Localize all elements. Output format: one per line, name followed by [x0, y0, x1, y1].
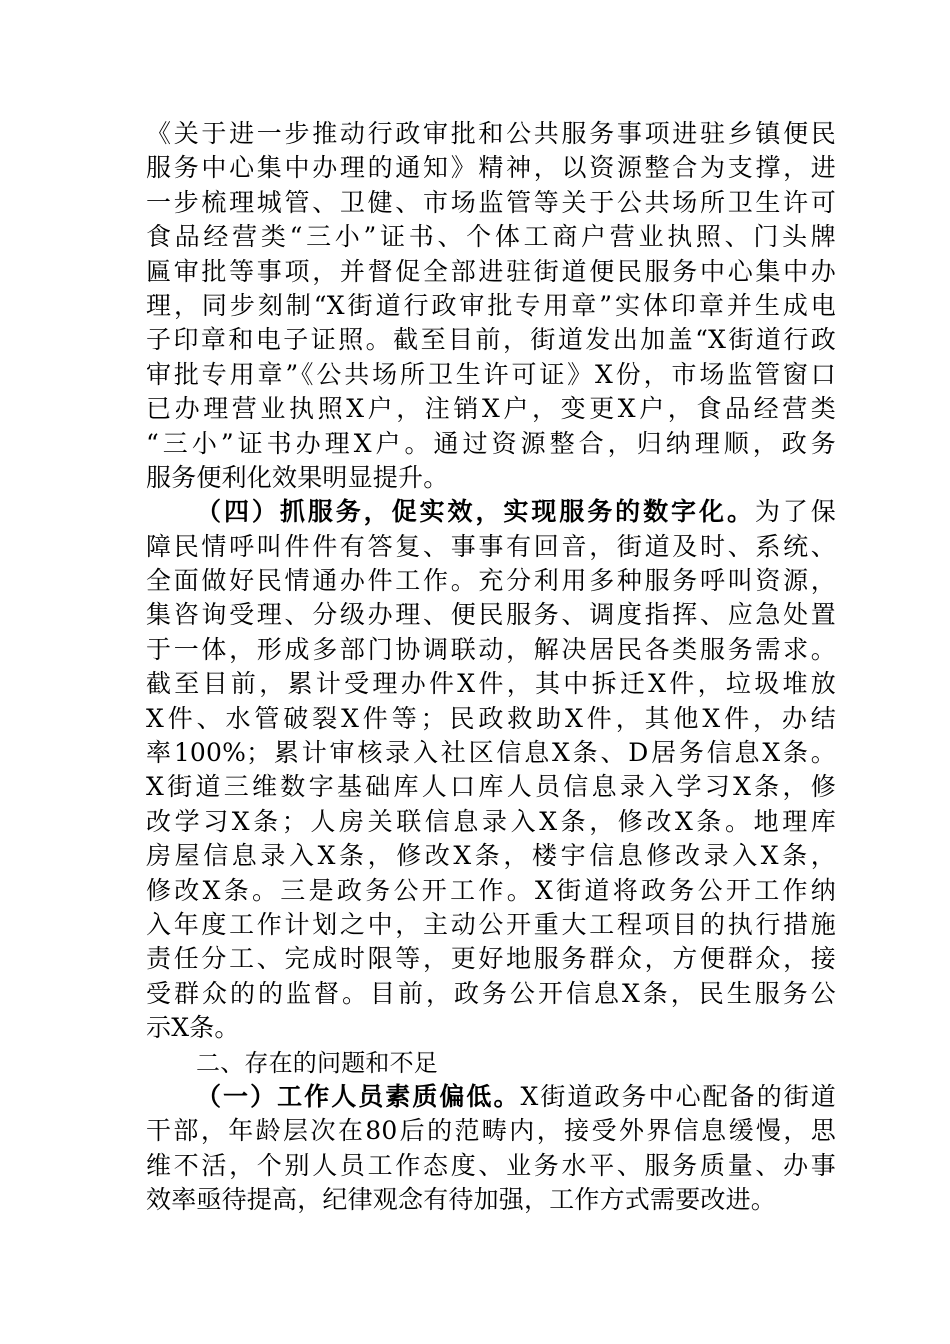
text-line: 率100%；累计审核录入社区信息X条、D居务信息X条。 — [146, 738, 836, 768]
text-line: 障民情呼叫件件有答复、事事有回音，街道及时、系统、 — [146, 531, 836, 561]
text-line: 集咨询受理、分级办理、便民服务、调度指挥、应急处置 — [146, 600, 836, 630]
text-line: 效率亟待提高，纪律观念有待加强，工作方式需要改进。 — [146, 1185, 777, 1215]
text-line: 《关于进一步推动行政审批和公共服务事项进驻乡镇便民 — [146, 119, 836, 148]
text-line: “三小”证书办理X户。通过资源整合，归纳理顺，政务 — [146, 428, 836, 458]
text-line: X街道三维数字基础库人口库人员信息录入学习X条，修 — [146, 772, 836, 802]
text-line: 维不活，个别人员工作态度、业务水平、服务质量、办事 — [146, 1150, 836, 1180]
text-line: 于一体，形成多部门协调联动，解决居民各类服务需求。 — [146, 634, 836, 664]
text-line: 子印章和电子证照。截至目前，街道发出加盖“X街道行政 — [146, 325, 836, 355]
text-line: 服务中心集中办理的通知》精神，以资源整合为支撑，进 — [146, 153, 836, 183]
paragraph-first-line — [146, 495, 836, 529]
paragraph-first-line — [146, 1080, 836, 1114]
paragraph-resource-integration — [146, 117, 836, 495]
document-body — [146, 117, 836, 1218]
text-line: 入年度工作计划之中，主动公开重大工程项目的执行措施 — [146, 909, 836, 939]
text-line: 审批专用章”《公共场所卫生许可证》X份，市场监管窗口 — [146, 359, 836, 389]
text-line: 受群众的的监督。目前，政务公开信息X条，民生服务公 — [146, 978, 836, 1008]
text-line: 截至目前，累计受理办件X件，其中拆迁X件，垃圾堆放 — [146, 669, 836, 699]
text-line: 示X条。 — [146, 1013, 240, 1043]
text-line: 改学习X条；人房关联信息录入X条，修改X条。地理库 — [146, 806, 836, 836]
text-line: 理，同步刻制“X街道行政审批专用章”实体印章并生成电 — [146, 290, 836, 320]
text-line: 已办理营业执照X户，注销X户，变更X户，食品经营类 — [146, 394, 836, 424]
paragraph-staff-quality — [146, 1080, 836, 1218]
paragraph-digital-services — [146, 495, 836, 1045]
text-line: 食品经营类“三小”证书、个体工商户营业执照、门头牌 — [146, 222, 836, 252]
paragraph-heading: （一）工作人员素质偏低。 — [196, 1081, 521, 1111]
text-run: 为了保 — [754, 497, 836, 527]
section-heading: 二、存在的问题和不足 — [196, 1048, 438, 1077]
text-run: X街道政务中心配备的街道 — [520, 1081, 837, 1111]
text-line: 房屋信息录入X条，修改X条，楼宇信息修改录入X条， — [146, 841, 836, 871]
text-line: 干部，年龄层次在80后的范畴内，接受外界信息缓慢，思 — [146, 1116, 836, 1146]
text-line: 全面做好民情通办件工作。充分利用多种服务呼叫资源， — [146, 566, 836, 596]
text-line: X件、水管破裂X件等；民政救助X件，其他X件，办结 — [146, 703, 836, 733]
text-line: 一步梳理城管、卫健、市场监管等关于公共场所卫生许可 — [146, 187, 836, 217]
text-line: 责任分工、完成时限等，更好地服务群众，方便群众，接 — [146, 944, 836, 974]
text-line: 服务便利化效果明显提升。 — [146, 462, 449, 492]
paragraph-heading: （四）抓服务，促实效，实现服务的数字化。 — [196, 497, 755, 527]
text-line: 匾审批等事项，并督促全部进驻街道便民服务中心集中办 — [146, 256, 836, 286]
text-line: 修改X条。三是政务公开工作。X街道将政务公开工作纳 — [146, 875, 836, 905]
